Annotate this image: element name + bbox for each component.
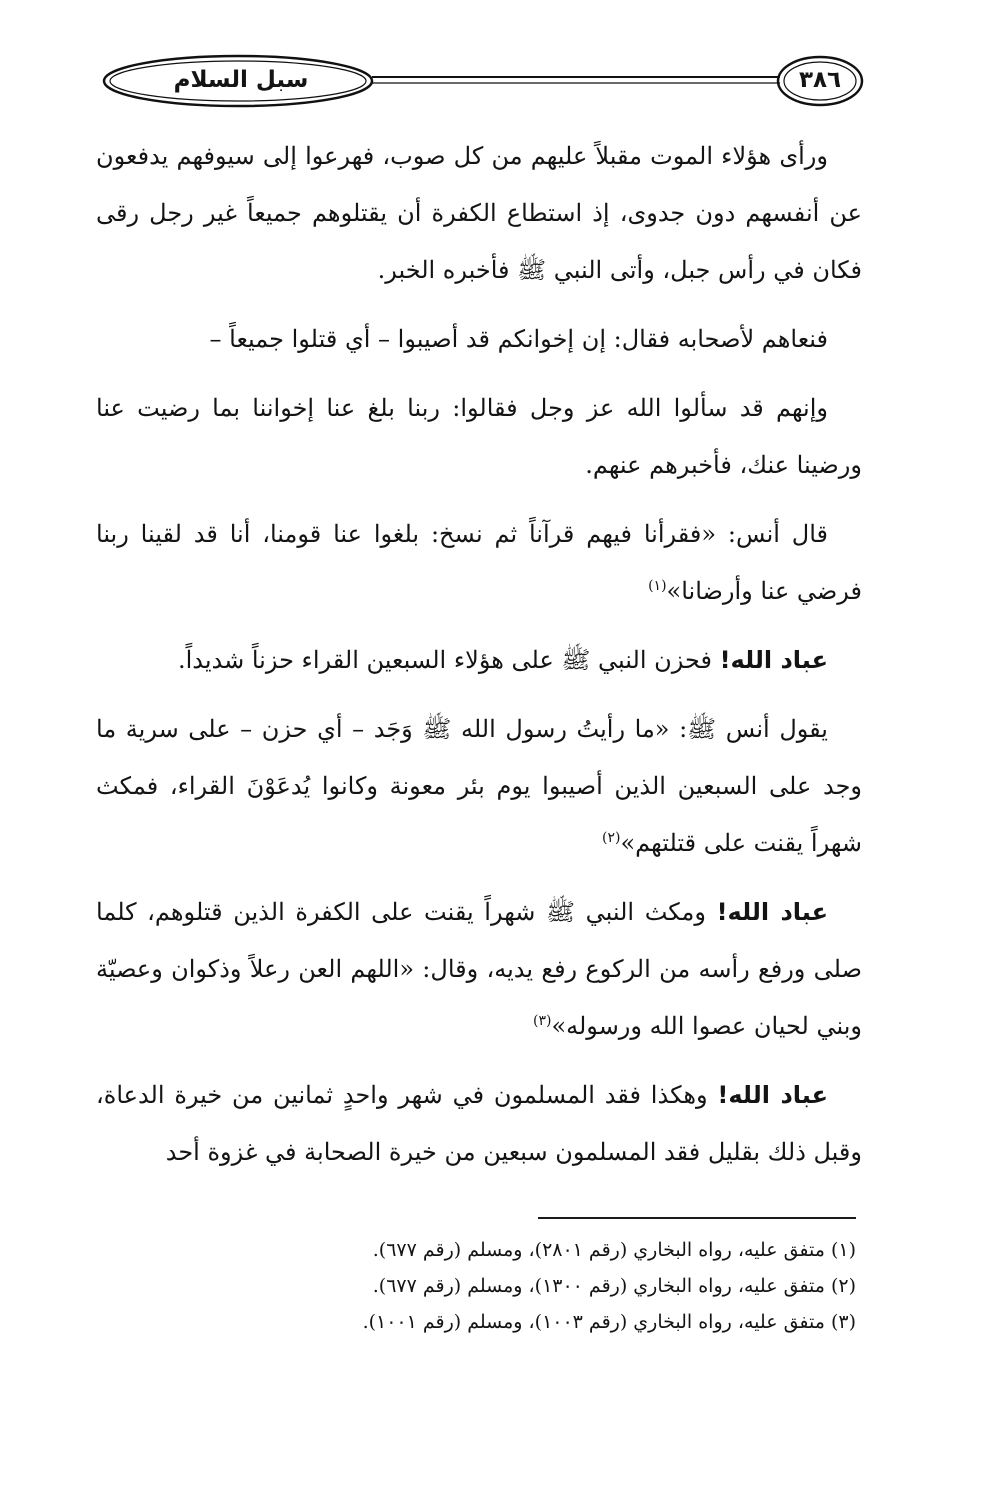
- page-header: [98, 52, 868, 110]
- paragraph-text: وإنهم قد سألوا الله عز وجل فقالوا: ربنا بلغ عنا إخواننا بما رضيت عنا ورضينا عنك، فأخبرهم عنهم.: [96, 394, 862, 479]
- footnote: [96, 1232, 856, 1268]
- paragraph-text: ومكث النبي ﷺ شهراً يقنت على الكفرة الذين قتلوهم، كلما صلى ورفع رأسه من الركوع رفع يديه، وقال: «اللهم العن رعلاً وذكوان وعصيّة وبني لحيان عصوا الله ورسوله»: [96, 898, 862, 1040]
- paragraph-text: فنعاهم لأصحابه فقال: إن إخوانكم قد أصيبوا – أي قتلوا جميعاً –: [209, 325, 828, 353]
- page-number: ٣٨٦: [798, 67, 842, 93]
- paragraph-lead: عباد الله!: [719, 646, 828, 674]
- paragraph: [96, 632, 862, 689]
- paragraph-text: وهكذا فقد المسلمون في شهر واحدٍ ثمانين من خيرة الدعاة، وقبل ذلك بقليل فقد المسلمون سبعين من خيرة الصحابة في غزوة أحد: [96, 1081, 862, 1166]
- paragraph: [96, 128, 862, 299]
- footnote-number: (٣): [830, 1311, 856, 1333]
- footnote-text: متفق عليه، رواه البخاري (رقم ١٣٠٠)، ومسلم (رقم ٦٧٧).: [372, 1275, 825, 1297]
- footnote-ref: (٢): [602, 830, 621, 846]
- footnotes: [96, 1232, 856, 1340]
- paragraph: [96, 311, 862, 368]
- paragraph: [96, 1067, 862, 1181]
- paragraph-text: قال أنس: «فقرأنا فيهم قرآناً ثم نسخ: بلغوا عنا قومنا، أنا قد لقينا ربنا فرضي عنا وأرضانا»: [96, 520, 862, 605]
- paragraph: [96, 506, 862, 620]
- running-title: سبل السلام: [173, 67, 309, 93]
- paragraph-lead: عباد الله!: [717, 1081, 828, 1109]
- main-text: [96, 128, 862, 1193]
- paragraph: [96, 701, 862, 872]
- paragraph-lead: عباد الله!: [716, 898, 828, 926]
- footnote-number: (٢): [830, 1275, 856, 1297]
- footnote-number: (١): [830, 1239, 856, 1261]
- paragraph: [96, 884, 862, 1055]
- paragraph-text: فحزن النبي ﷺ على هؤلاء السبعين القراء حزناً شديداً.: [177, 646, 720, 674]
- footnote-divider: [538, 1217, 856, 1219]
- paragraph: [96, 380, 862, 494]
- footnote-text: متفق عليه، رواه البخاري (رقم ١٠٠٣)، ومسلم (رقم ١٠٠١).: [362, 1311, 825, 1333]
- footnote-ref: (١): [648, 578, 667, 594]
- footnote-ref: (٣): [532, 1013, 552, 1029]
- footnote-text: متفق عليه، رواه البخاري (رقم ٢٨٠١)، ومسلم (رقم ٦٧٧).: [372, 1239, 825, 1261]
- footnote: [96, 1268, 856, 1304]
- paragraph-text: ورأى هؤلاء الموت مقبلاً عليهم من كل صوب، فهرعوا إلى سيوفهم يدفعون عن أنفسهم دون جدوى، إذ استطاع الكفرة أن يقتلوهم جميعاً غير رجل رقى فكان في رأس جبل، وأتى النبي ﷺ فأخبره الخبر.: [96, 142, 862, 284]
- paragraph-text: يقول أنس ﷺ: «ما رأيتُ رسول الله ﷺ وَجَد – أي حزن – على سرية ما وجد على السبعين الذين أصيبوا يوم بئر معونة وكانوا يُدعَوْنَ القراء، فمكث شهراً يقنت على قتلتهم»: [96, 715, 862, 857]
- footnote: [96, 1304, 856, 1340]
